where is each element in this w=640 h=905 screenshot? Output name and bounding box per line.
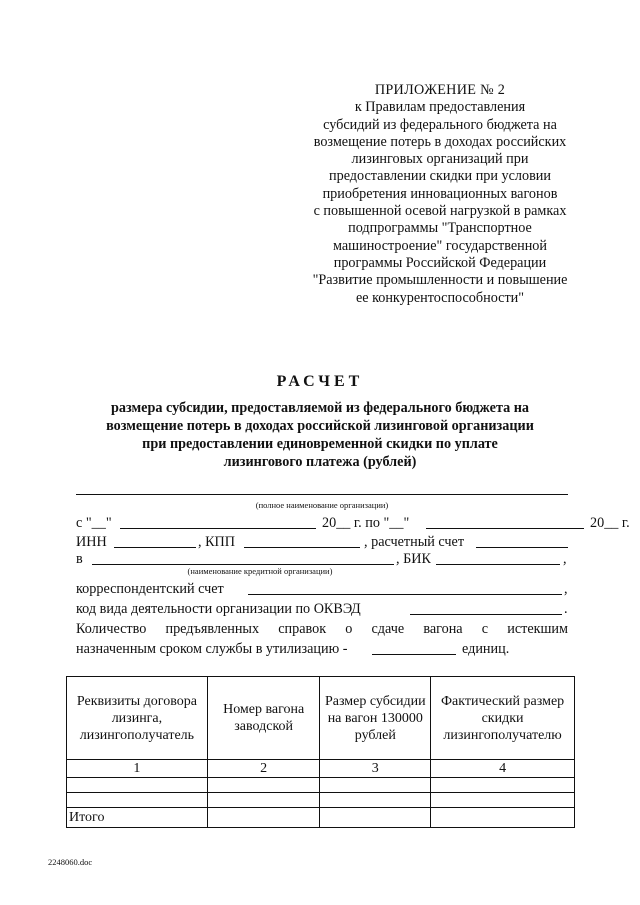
bik-field[interactable] (436, 564, 560, 565)
appendix-header (285, 82, 595, 307)
appendix-line: ее конкурентоспособности" (355, 289, 525, 306)
header-wagon-number: Номер вагона заводской (207, 677, 320, 760)
file-name-footer: 2248060.doc (48, 857, 93, 867)
table-cell[interactable] (320, 778, 431, 793)
subtitle-line: при предоставлении единовременной скидки по уплате (142, 436, 498, 452)
appendix-line: к Правилам предоставления (354, 99, 526, 116)
table-row (67, 793, 575, 808)
table-cell[interactable] (431, 778, 575, 793)
org-name-caption: (полное наименование организации) (255, 500, 389, 510)
period-to-field[interactable] (426, 528, 584, 529)
table-cell[interactable] (67, 778, 208, 793)
appendix-line: субсидий из федерального бюджета на (323, 116, 557, 133)
bank-name-field[interactable] (92, 564, 394, 565)
column-number: 1 (67, 760, 208, 778)
inn-label: ИНН (76, 534, 107, 550)
certificates-suffix: единиц. (462, 641, 510, 657)
bank-comma: , (563, 551, 567, 567)
corr-account-field[interactable] (248, 594, 562, 595)
table-cell[interactable] (431, 793, 575, 808)
org-name-field[interactable] (76, 494, 568, 495)
inn-field[interactable] (114, 547, 196, 548)
period-year2-label: 20__ г. (590, 515, 630, 531)
appendix-line: предоставлении скидки при условии (329, 168, 551, 185)
okved-label: код вида деятельности организации по ОКВЭД (76, 601, 361, 617)
table-total-row (67, 808, 575, 828)
period-year1-label: 20__ г. по "__" (322, 515, 410, 531)
header-subsidy: Размер субсидии на вагон 130000 рублей (320, 677, 431, 760)
column-number: 3 (320, 760, 431, 778)
okved-row (76, 599, 568, 619)
subtitle-line: лизингового платежа (рублей) (223, 454, 417, 470)
table-cell[interactable] (207, 778, 320, 793)
subtitle-line: размера субсидии, предоставляемой из федерального бюджета на (111, 400, 529, 416)
account-field[interactable] (476, 547, 568, 548)
account-label: , расчетный счет (364, 534, 465, 550)
calculation-table (66, 676, 575, 828)
corr-account-row (76, 579, 568, 599)
table-cell[interactable] (320, 793, 431, 808)
okved-field[interactable] (410, 614, 562, 615)
corr-account-label: корреспондентский счет (76, 581, 224, 597)
header-contract: Реквизиты договора лизинга, лизингополучатель (67, 677, 208, 760)
appendix-line: подпрограммы "Транспортное (348, 220, 532, 237)
appendix-line: "Развитие промышленности и повышение (312, 272, 568, 289)
certificates-prefix: назначенным сроком службы в утилизацию - (76, 641, 348, 657)
column-number: 2 (207, 760, 320, 778)
table-number-row (67, 760, 575, 778)
document-title: РАСЧЕТ (276, 373, 364, 390)
period-row (76, 513, 630, 533)
certificates-count-field[interactable] (372, 654, 456, 655)
appendix-line: с повышенной осевой нагрузкой в рамках (313, 203, 567, 220)
subtitle-line: возмещение потерь в доходах российской лизинговой организации (106, 418, 534, 434)
total-label: Итого (67, 808, 208, 828)
appendix-line: возмещение потерь в доходах российских (313, 133, 567, 150)
appendix-line: ПРИЛОЖЕНИЕ № 2 (374, 82, 506, 98)
table-header-row (67, 677, 575, 760)
bank-caption: (наименование кредитной организации) (187, 566, 333, 576)
bank-prefix-label: в (76, 551, 83, 567)
column-number: 4 (431, 760, 575, 778)
table-cell[interactable] (207, 808, 320, 828)
kpp-field[interactable] (244, 547, 360, 548)
appendix-line: программы Российской Федерации (333, 254, 547, 271)
kpp-label: , КПП (198, 534, 236, 550)
table-cell[interactable] (431, 808, 575, 828)
appendix-line: машиностроение" государственной (333, 237, 547, 254)
appendix-line: лизинговых организаций при (351, 151, 529, 168)
period-from-label: с "__" (76, 515, 112, 531)
table-row (67, 778, 575, 793)
corr-account-comma: , (564, 581, 568, 597)
certificates-row (76, 639, 568, 659)
table-cell[interactable] (207, 793, 320, 808)
table-cell[interactable] (320, 808, 431, 828)
header-discount: Фактический размер скидки лизингополучателю (431, 677, 575, 760)
period-from-field[interactable] (120, 528, 316, 529)
okved-dot: . (564, 601, 568, 617)
appendix-line: приобретения инновационных вагонов (322, 185, 558, 202)
certificates-line-1: Количество предъявленных справок о сдаче вагона с истекшим (76, 621, 568, 637)
document-subtitle (60, 399, 580, 471)
table-cell[interactable] (67, 793, 208, 808)
bik-label: , БИК (396, 551, 431, 567)
